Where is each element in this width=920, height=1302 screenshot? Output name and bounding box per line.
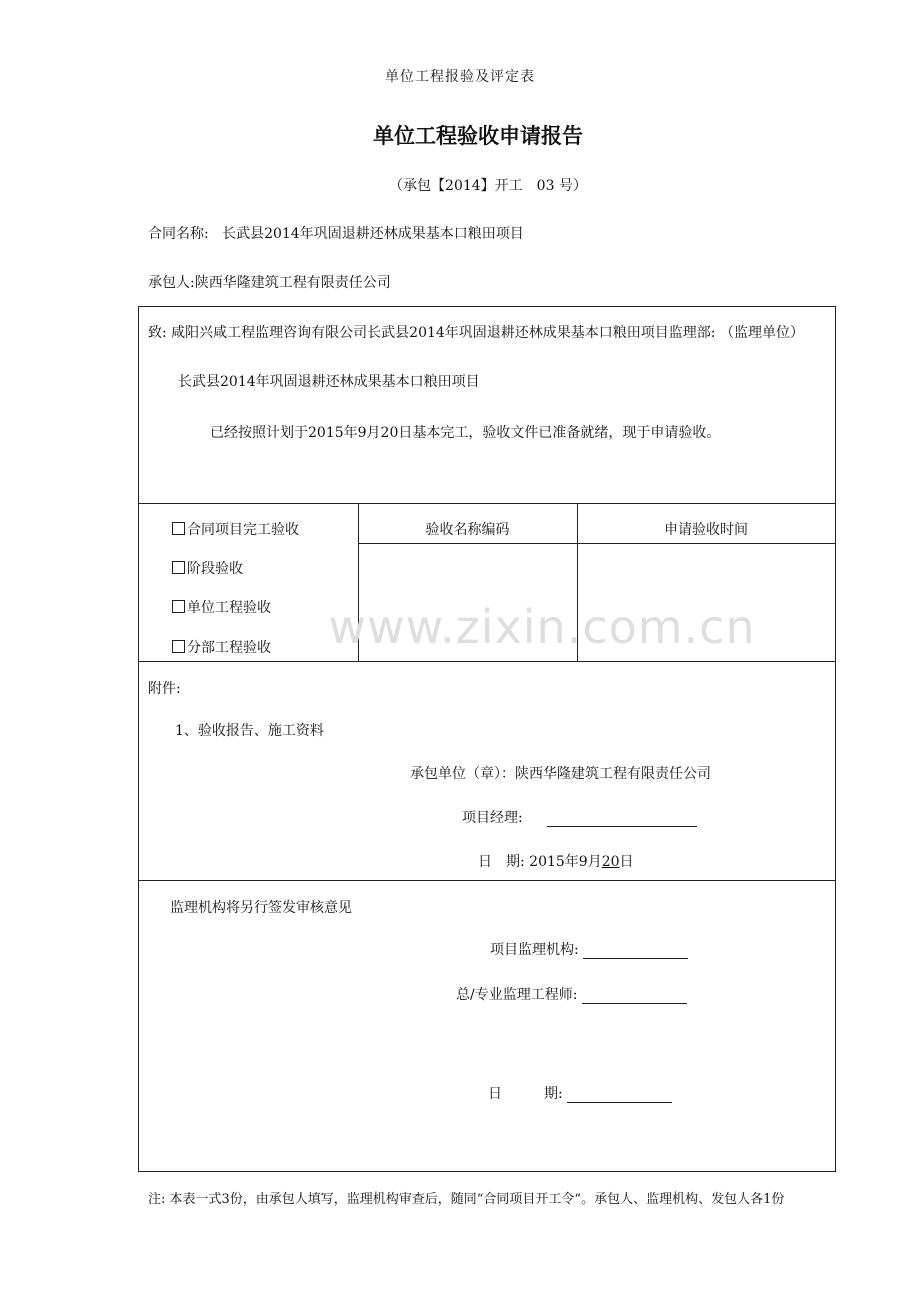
contract-name-row [148, 223, 524, 243]
divider-table-bottom [139, 661, 835, 662]
checkbox-label: 单位工程验收 [187, 600, 271, 616]
supervision-org-label: 项目监理机构: [490, 942, 579, 958]
contractor-unit-value: 陕西华隆建筑工程有限责任公司 [515, 766, 711, 782]
page-title: 单位工程验收申请报告 [373, 123, 583, 148]
contractor-date-label: 日 期: [478, 854, 525, 870]
attachments-label: 附件: [148, 681, 181, 697]
footnote: 注: 本表一式3份，由承包人填写，监理机构审查后，随同“合同项目开工令“。承包人、监理机构、发包人各1份 [148, 1192, 785, 1207]
engineer-signature-line[interactable] [582, 987, 687, 1004]
checkbox-unit-acceptance[interactable] [172, 597, 271, 617]
addressee-line: 致: 咸阳兴咸工程监理咨询有限公司长武县2014年巩固退耕还林成果基本口粮田项目监理部: （监理单位） [148, 325, 804, 341]
date-prefix: 2015年9月 [529, 854, 602, 870]
contractor-unit-row [410, 763, 711, 783]
checkbox-contract-completion[interactable] [172, 519, 299, 539]
header-apply-time: 申请验收时间 [664, 522, 748, 538]
checkbox-icon[interactable] [172, 640, 185, 653]
contractor-row [148, 272, 391, 292]
checkbox-label: 合同项目完工验收 [187, 522, 299, 538]
checkbox-label: 分部工程验收 [187, 640, 271, 656]
project-manager-signature-line[interactable] [547, 810, 697, 827]
supervision-note: 监理机构将另行签发审核意见 [170, 900, 352, 916]
checkbox-stage-acceptance[interactable] [172, 558, 243, 578]
supervision-org-row [490, 939, 688, 959]
contractor-unit-label: 承包单位（章）： [410, 766, 515, 782]
document-number: （承包【2014】开工 03 号） [389, 178, 587, 194]
divider-table-header [358, 543, 835, 544]
attachment-item: 1、验收报告、施工资料 [175, 723, 324, 739]
project-manager-row [462, 807, 697, 827]
divider-supervision [139, 880, 835, 881]
page-header: 单位工程报验及评定表 [385, 69, 535, 85]
engineer-row [456, 984, 687, 1004]
header-name-code: 验收名称编码 [425, 522, 510, 538]
contract-name-value: 长武县2014年巩固退耕还林成果基本口粮田项目 [222, 226, 524, 242]
contractor-value: 陕西华隆建筑工程有限责任公司 [194, 275, 391, 291]
watermark: www.zixin.com.cn [328, 600, 756, 654]
checkbox-icon[interactable] [172, 561, 185, 574]
supervision-date-line[interactable] [567, 1086, 672, 1103]
project-manager-label: 项目经理: [462, 810, 523, 826]
date-suffix: 日 [619, 854, 634, 870]
supervision-date-label: 日 期: [488, 1086, 563, 1102]
project-line: 长武县2014年巩固退耕还林成果基本口粮田项目 [178, 374, 480, 390]
date-day: 20 [601, 854, 620, 870]
supervision-date-row [488, 1083, 672, 1103]
checkbox-subsection-acceptance[interactable] [172, 637, 271, 657]
completion-statement: 已经按照计划于2015年9月20日基本完工，验收文件已准备就绪，现于申请验收。 [210, 425, 721, 441]
divider-top [139, 503, 835, 504]
checkbox-icon[interactable] [172, 522, 185, 535]
contractor-date-row [478, 851, 634, 871]
supervision-org-line[interactable] [583, 942, 688, 959]
contract-name-label: 合同名称: [148, 226, 209, 242]
engineer-label: 总/专业监理工程师: [456, 987, 578, 1003]
checkbox-label: 阶段验收 [187, 561, 243, 577]
contractor-label: 承包人: [148, 275, 195, 291]
checkbox-icon[interactable] [172, 600, 185, 613]
